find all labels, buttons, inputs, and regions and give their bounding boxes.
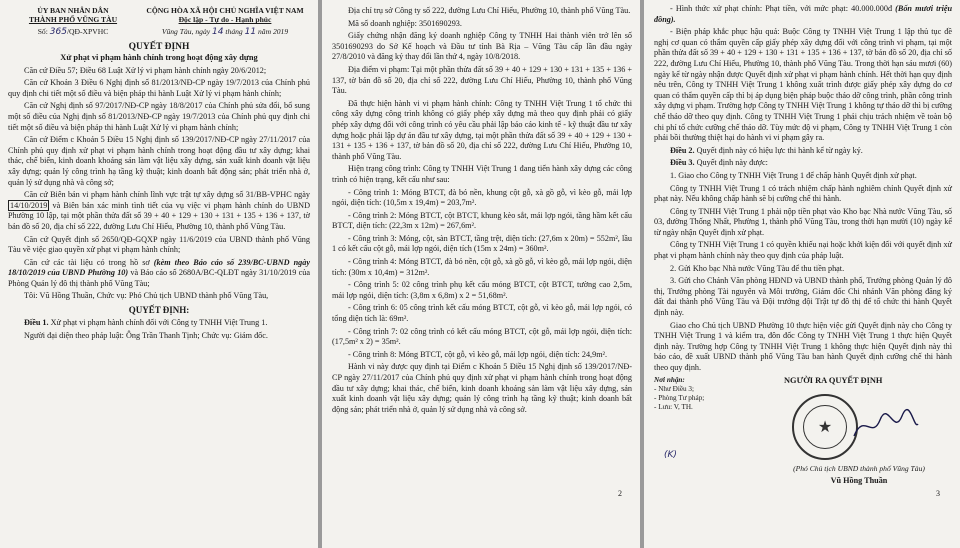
national-header: CỘNG HÒA XÃ HỘI CHỦ NGHĨA VIỆT NAM Độc lập - Tự do - Hạnh phúc Vũng Tàu, ngày 14 tháng 11 năm 2019	[140, 6, 310, 38]
basis-1: Căn cứ Điều 57; Điều 68 Luật Xử lý vi phạm hành chính ngày 20/6/2012;	[24, 65, 267, 75]
violation-location: Địa điểm vi phạm: Tại một phần thửa đất số 39 + 40 + 129 + 130 + 131 + 135 + 136 + 137, tờ bản đồ số 20, địa chỉ số 222, đường Lưu Chí Hiếu, Phường 10, thành phố Vũng Tàu.	[332, 64, 632, 96]
signer-title: NGƯỜI RA QUYẾT ĐỊNH	[784, 375, 883, 385]
issuing-agency: ỦY BAN NHÂN DÂN THÀNH PHỐ VŨNG TÀU Số: 365/QĐ-XPVHC	[8, 6, 138, 38]
decision-number: Số: 365/QĐ-XPVHC	[37, 27, 109, 38]
delivery-1: 1. Giao cho Công ty TNHH Việt Trung 1 để chấp hành Quyết định xử phạt.	[670, 170, 917, 180]
tax-code: Mã số doanh nghiệp: 3501690293.	[348, 18, 462, 28]
article-1: Điều 1. Xử phạt vi phạm hành chính đối với Công ty TNHH Việt Trung 1.	[24, 318, 268, 328]
decide-heading: QUYẾT ĐỊNH:	[128, 305, 190, 316]
work-item: - Công trình 5: 02 công trình phụ kết cấu móng BTCT, cột BTCT, tường cao 2,5m, mái lợp ngói, diện tích: (3,8m x 6,8m) x 2 = 51,68m².	[332, 280, 632, 300]
site-status: Hiện trạng công trình: Công ty TNHH Việt Trung 1 đang tiến hành xây dựng các công trình có hiện trạng, kết cấu như sau:	[332, 164, 632, 184]
page-number: 3	[936, 489, 940, 498]
company-address: Địa chỉ trụ sở Công ty số 222, đường Lưu Chí Hiếu, Phường 10, thành phố Vũng Tàu.	[348, 6, 631, 15]
legal-clause: Hành vi này được quy định tại Điểm c Khoản 5 Điều 15 Nghị định số 139/2017/NĐ-CP ngày 27/11/2017 của Chính phủ quy định xử phạt vi phạm hành chính trong hoạt động đầu tư xây dựng; khai thác, chế biến, kinh doanh khoáng sản làm vật liệu xây dựng, sản xuất kinh doanh vật liệu xây dựng; quản lý công trình hạ tầng kỹ thuật; kinh doanh bất động sản; phát triển nhà ở, quản lý sử dụng nhà và công sở.	[332, 362, 632, 414]
page-2	[322, 0, 640, 548]
basis-record: Căn cứ Biên bản vi phạm hành chính lĩnh vực trật tự xây dựng số 31/BB-VPHC ngày 14/10/2019 và Biên bản xác minh tình tiết của vụ việc vi phạm hành chính do UBND Phường 10 lập, tại một phần thửa đất số 39 + 40 + 129 + 130 + 131 + 135 + 136 + 137, tờ bản đồ số 20, địa chỉ số 222, đường Lưu Chí Hiếu, Phường 10, thành phố Vũng Tàu.	[8, 190, 311, 231]
legal-representative: Người đại diện theo pháp luật: Ông Trần Thanh Tịnh; Chức vụ: Giám đốc.	[24, 330, 268, 340]
payment-note: Công ty TNHH Việt Trung 1 phải nộp tiền phạt vào Kho bạc Nhà nước Vũng Tàu, số 03, đường Thống Nhất, Phường 1, thành phố Vũng Tàu, trong thời hạn mười (10) ngày kể từ ngày nhận Quyết định xử phạt.	[654, 206, 952, 237]
official-seal-icon: ★	[792, 394, 858, 460]
doc-subtitle: Xử phạt vi phạm hành chính trong hoạt động xây dựng	[60, 52, 258, 62]
signer-name: Vũ Hồng Thuần	[830, 475, 888, 485]
basis-3: Căn cứ Nghị định số 97/2017/NĐ-CP ngày 18/8/2017 của Chính phủ sửa đổi, bổ sung một số điều của Nghị định số 81/2013/NĐ-CP ngày 19/7/2013 của Chính phủ quy định chi tiết một số điều và biện pháp thi hành Luật Xử lý vi phạm hành chính;	[8, 101, 310, 132]
remedy-measure: - Biện pháp khắc phục hậu quả: Buộc Công ty TNHH Việt Trung 1 lập thủ tục đề nghị cơ quan có thẩm quyền cấp giấy phép xây dựng đối với công trình vi phạm, tại một phần thửa đất số 39 + 40 + 129 + 130 + 131 + 135 + 136 + 137, tờ bản đồ số 20, địa chỉ số 222, đường Lưu Chí Hiếu, Phường 10, thành phố Vũng Tàu. Trong thời hạn sáu mươi (60) ngày kể từ ngày nhận được Quyết định xử phạt vi phạm hành chính. Hết thời hạn quy định nêu trên, Công ty TNHH Việt Trung 1 không xuất trình được giấy phép xây dựng do cơ quan có thẩm quyền cấp thì bị áp dụng biện pháp buộc tháo dỡ công trình, phần công trình xây dựng vi phạm. Trường hợp Công ty TNHH Việt Trung 1 không tự tháo dỡ thì bị cưỡng chế tháo dỡ theo quy định. Công ty TNHH Việt Trung 1 phải chịu trách nhiệm về toàn bộ chi phí tổ chức cưỡng chế tháo dỡ. Tùy mức độ vi phạm, Công ty TNHH Việt Trung 1 còn phải bồi thường thiệt hại do hành vi vi phạm gây ra.	[654, 27, 952, 143]
business-license: Giấy chứng nhận đăng ký doanh nghiệp Công ty TNHH Hai thành viên trở lên số 3501690293 do Sở Kế hoạch và Đầu tư tỉnh Bà Rịa – Vũng Tàu cấp lần đầu ngày 27/8/2010 và đăng ký thay đổi lần thứ 4, ngày 10/8/2018.	[332, 31, 632, 62]
fine-line: - Hình thức xử phạt chính: Phạt tiền, với mức phạt: 40.000.000đ (Bốn mươi triệu đồng).	[654, 4, 953, 24]
appeal-note: Công ty TNHH Việt Trung 1 có quyền khiếu nại hoặc khởi kiện đối với quyết định xử phạt vi phạm hành chính này theo quy định của pháp luật.	[654, 240, 952, 261]
signer-intro: Tôi: Vũ Hồng Thuần, Chức vụ: Phó Chủ tịch UBND thành phố Vũng Tàu,	[24, 291, 269, 301]
article-2: Điều 2. Quyết định này có hiệu lực thi hành kể từ ngày ký.	[670, 145, 863, 155]
doc-title: QUYẾT ĐỊNH	[128, 41, 190, 52]
signature-icon	[850, 406, 920, 446]
signer-role: (Phó Chủ tịch UBND thành phố Vũng Tàu)	[793, 463, 925, 473]
page-number: 2	[618, 489, 622, 498]
work-item: - Công trình 1: Móng BTCT, đà bó nền, khung cột gỗ, xà gồ gỗ, vì kèo gỗ, mái lợp ngói, diện tích: (10,5m x 19,4m) = 203,7m².	[332, 187, 632, 208]
issue-date: Vũng Tàu, ngày 14 tháng 11 năm 2019	[161, 27, 289, 38]
signature-block	[654, 376, 952, 494]
work-item: - Công trình 2: Móng BTCT, cột BTCT, khung kèo sắt, mái lợp ngói, tầng hầm kết cấu BTCT, diện tích: (22,3m x 12m) = 267,6m².	[332, 210, 632, 231]
basis-docs: Căn cứ các tài liệu có trong hồ sơ (kèm theo Báo cáo số 239/BC-UBND ngày 18/10/2019 của UBND Phường 10) và Báo cáo số 2680A/BC-QLĐT ngày 31/10/2019 của Phòng Quản lý đô thị thành phố Vũng Tàu;	[8, 257, 310, 288]
page-1	[0, 0, 318, 548]
compliance-note: Công ty TNHH Việt Trung 1 có trách nhiệm chấp hành nghiêm chỉnh Quyết định xử phạt này. Nếu không chấp hành sẽ bị cưỡng chế thi hành.	[654, 183, 952, 204]
recipients: Nơi nhận: - Như Điều 3; - Phòng Tư pháp; - Lưu: V, TH.	[654, 375, 705, 411]
record-date-highlight: 14/10/2019	[10, 200, 48, 210]
document-header	[8, 6, 310, 38]
basis-2: Căn cứ Khoản 3 Điều 6 Nghị định số 81/2013/NĐ-CP ngày 19/7/2013 của Chính phủ quy định chi tiết một số điều và biện pháp thi hành Luật Xử lý vi phạm hành chính;	[8, 78, 310, 98]
work-item: - Công trình 3: Móng, cột, sàn BTCT, tầng trệt, diện tích: (27,6m x 20m) = 552m², lầu 1 có kết cấu cột gỗ, mái lợp ngói, diện tích (15m x 24m) = 360m².	[332, 233, 632, 254]
assignment-note: Giao cho Chủ tịch UBND Phường 10 thực hiện việc gửi Quyết định này cho Công ty TNHH Việt Trung 1 và kiểm tra, đôn đốc Công ty TNHH Việt Trung 1 thực hiện Quyết định này. Trường hợp Công ty TNHH Việt Trung 1 không thực hiện Quyết định này thì báo cáo, đề xuất UBND thành phố Vũng Tàu ban hành Quyết định cưỡng chế thi hành theo quy định.	[654, 320, 952, 372]
page-3	[644, 0, 960, 548]
k-mark: (K)	[664, 449, 677, 460]
violation-act: Đã thực hiện hành vi vi phạm hành chính: Công ty TNHH Việt Trung 1 tổ chức thi công xây dựng công trình không có giấy phép xây dựng mà theo quy định phải có giấy phép xây dựng đối với công trình có yêu cầu phải lập báo cáo kinh tế - kỹ thuật đầu tư xây dựng hoặc phải lập dự án đầu tư xây dựng, tại một phần thửa đất số 39 + 40 + 129 + 130 + 131 + 135 + 136 + 137, tờ bản đồ số 20, địa chỉ số 222, đường Lưu Chí Hiếu, Phường 10, thành phố Vũng Tàu.	[332, 98, 632, 161]
work-item: - Công trình 8: Móng BTCT, cột gỗ, vì kèo gỗ, mái lợp ngói, diện tích: 24,9m².	[348, 349, 608, 359]
delivery-3: 3. Gửi cho Chánh Văn phòng HĐND và UBND thành phố, Trưởng phòng Quản lý đô thị, Trưởng phòng Tài nguyên và Môi trường, Giám đốc Chi nhánh Văn phòng đăng ký đất đai thành phố Vũng Tàu và Đội trưởng đội Trật tự đô thị để tổ chức thi hành Quyết định này.	[654, 276, 952, 318]
basis-authority: Căn cứ Quyết định số 2650/QĐ-GQXP ngày 11/6/2019 của UBND thành phố Vũng Tàu về việc giao quyền xử phạt vi phạm hành chính;	[8, 234, 310, 255]
work-item: - Công trình 6: 05 công trình kết cấu móng BTCT, cột gỗ, vì kèo gỗ, mái lợp ngói, có tổng diện tích là: 69m².	[332, 303, 632, 324]
delivery-2: 2. Gửi Kho bạc Nhà nước Vũng Tàu để thu tiền phạt.	[670, 263, 845, 273]
article-3: Điều 3. Quyết định này được:	[670, 158, 768, 168]
work-item: - Công trình 7: 02 công trình có kết cấu móng BTCT, cột gỗ, mái lợp ngói, diện tích: (17,5m² x 2) = 35m².	[332, 326, 632, 347]
basis-4: Căn cứ Điểm c Khoản 5 Điều 15 Nghị định số 139/2017/NĐ-CP ngày 27/11/2017 của Chính phủ quy định xử phạt vi phạm hành chính trong hoạt động đầu tư xây dựng; khai thác, chế biến, kinh doanh khoáng sản làm vật liệu xây dựng, sản xuất kinh doanh vật liệu xây dựng; quản lý công trình hạ tầng kỹ thuật; kinh doanh bất động sản; phát triển nhà ở, quản lý sử dụng nhà và công sở;	[8, 135, 310, 187]
work-item: - Công trình 4: Móng BTCT, đà bó nền, cột gỗ, xà gồ gỗ, vì kèo gỗ, mái lợp ngói, diện tích: (30m x 10,4m) = 312m².	[332, 257, 632, 277]
